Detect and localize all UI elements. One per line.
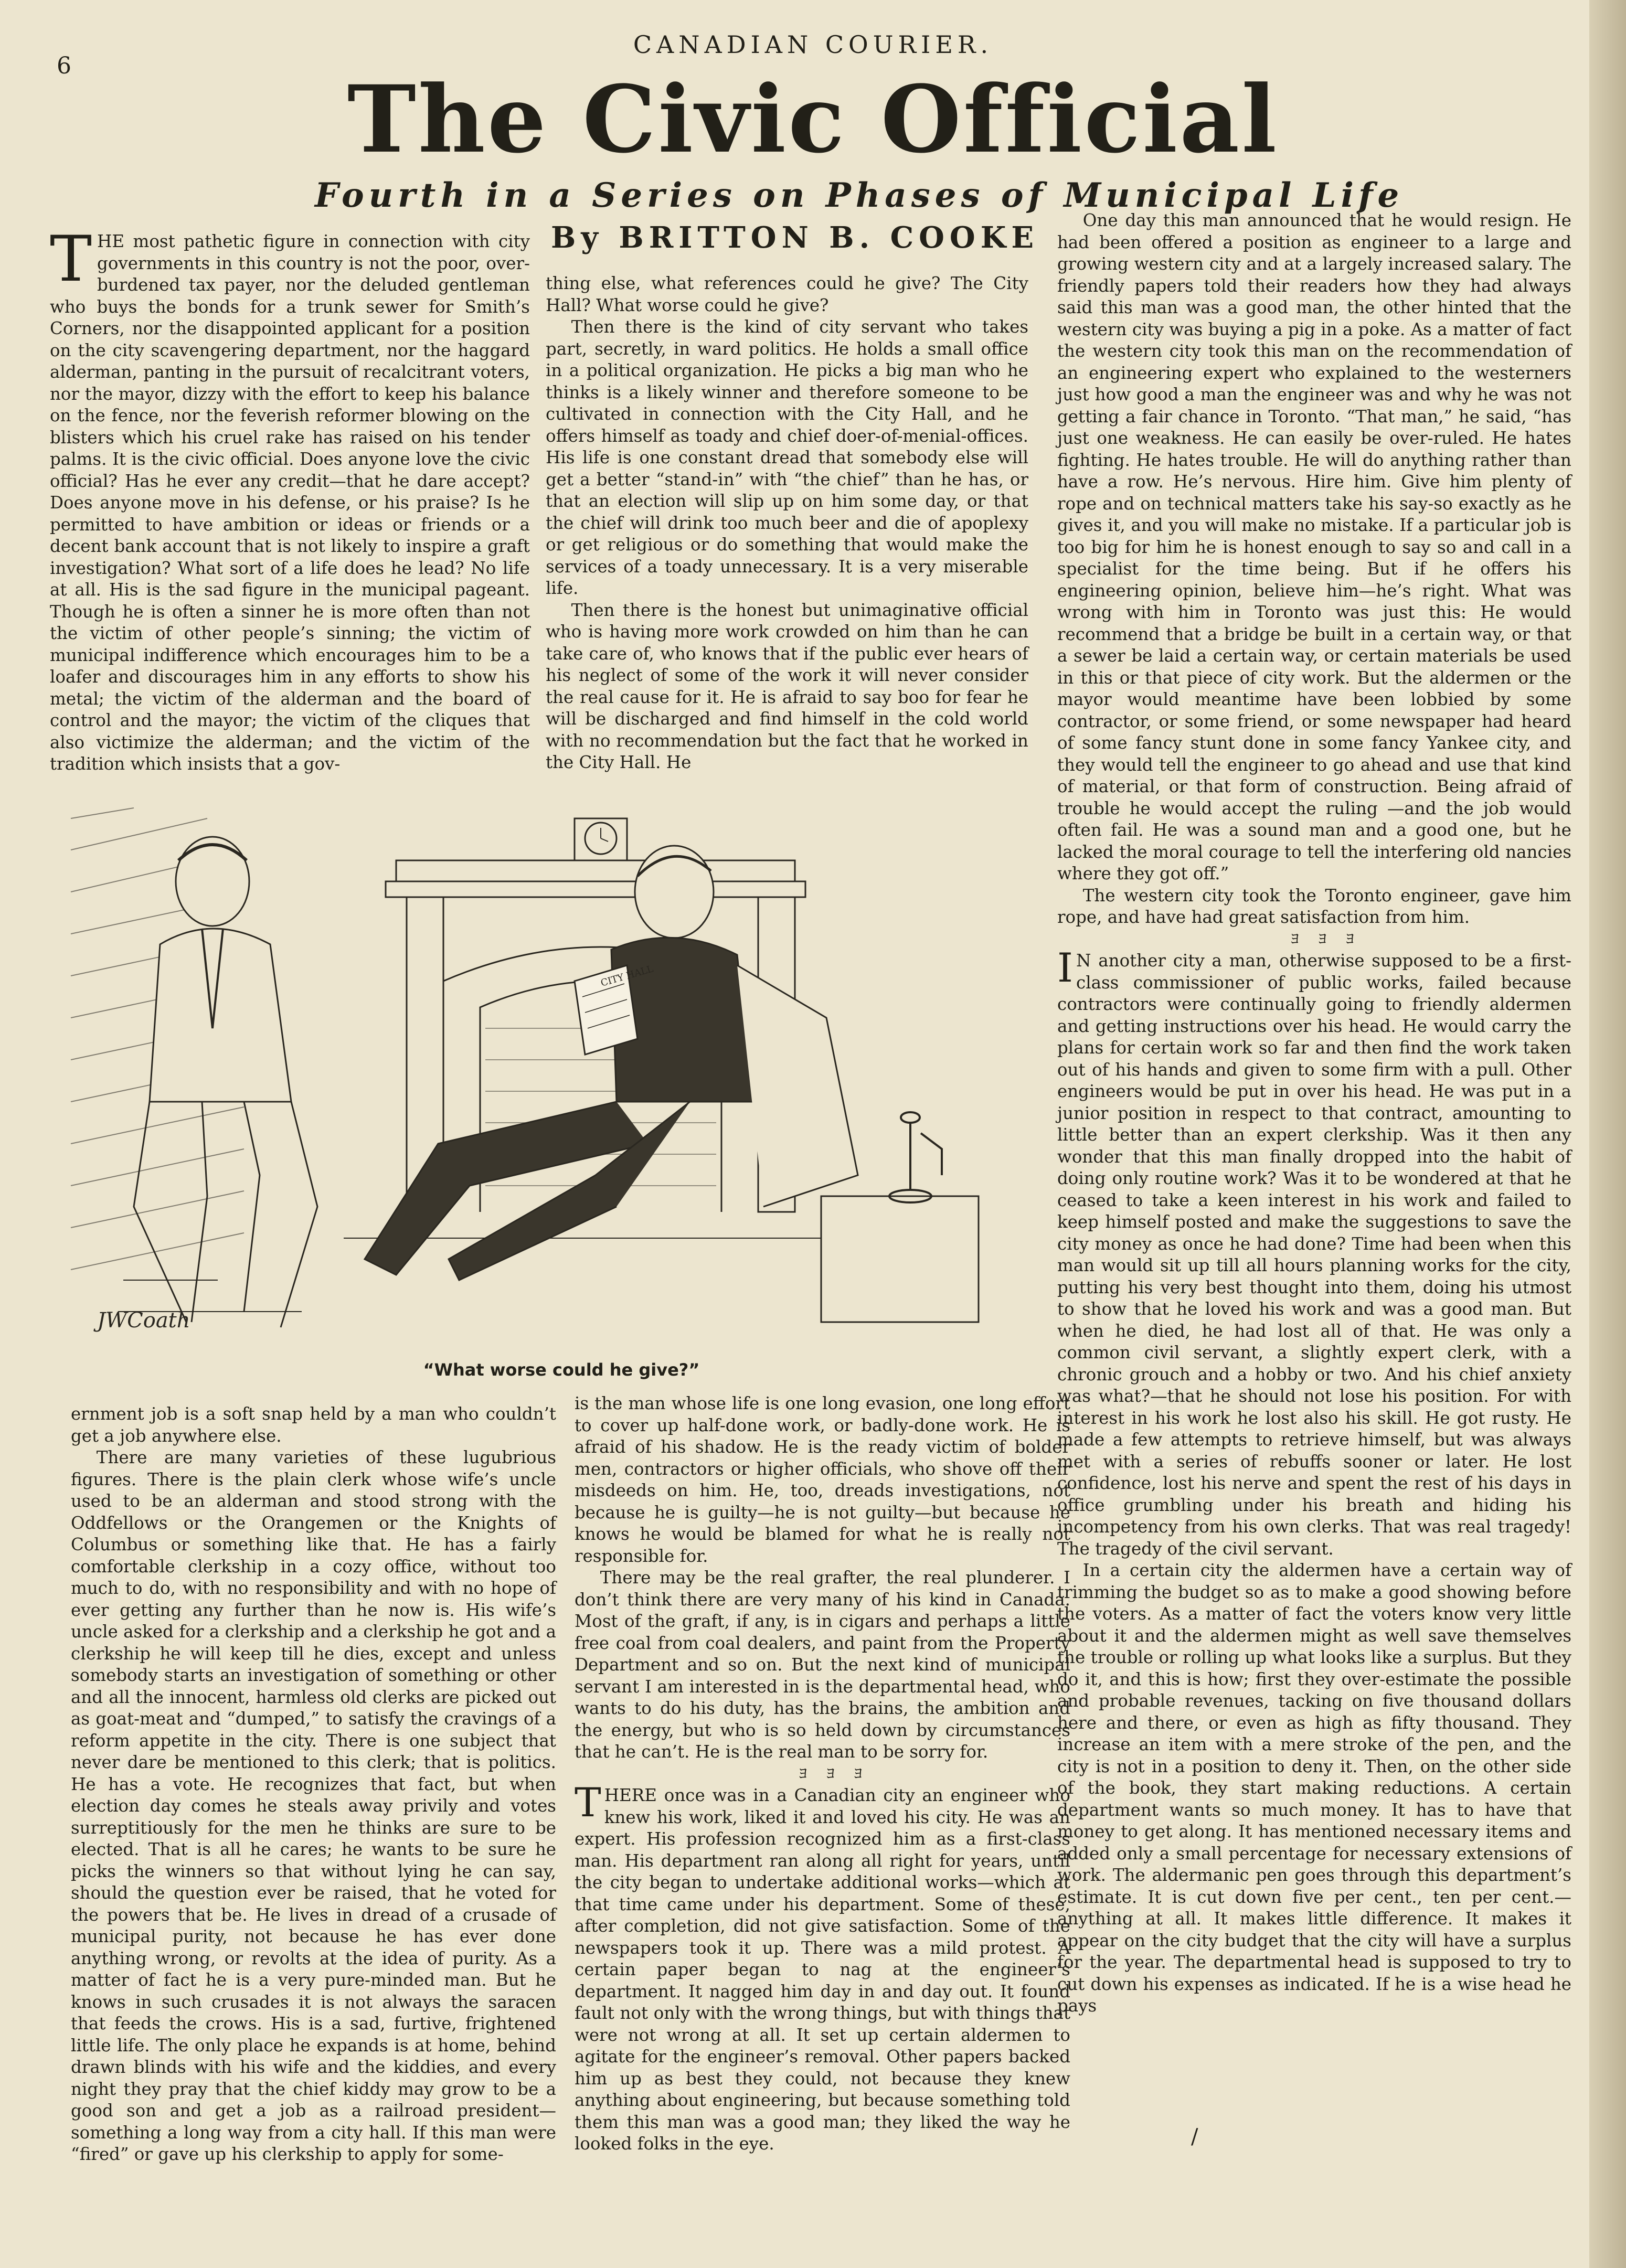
paragraph-text: is the man whose life is one long evasion, one long effort to cover up half-done work, or badly-done work. He is afraid of his shadow. He is the ready victim of bolder men, contractors or higher officials, who shove off their misdeeds on him. He, too, dreads investigations, not because he is guilty—he is not guilty—but because he knows he would be blamed for what he is really not responsible for. [575, 1393, 1070, 1566]
paragraph [71, 1403, 556, 1447]
paragraph-text: Then there is the kind of city servant who takes part, secretly, in ward politics. He holds a small office in a political organization. He picks a big man who he thinks is a likely winner and therefore someone to be cultivated in connection with the City Hall, and he offers himself as toady and chief doer-of-menial-offices. His life is one constant dread that somebody else will get a better “stand-in” with “the chief” than he has, or that an election will slip up on him some day, or that the chief will drink too much beer and die of apoplexy or get religious or do something that would make the services of a toady unnecessary. It is a very miserable life. [546, 317, 1028, 598]
illustration-caption: “What worse could he give?” [423, 1360, 700, 1380]
section-ornament: ﾖ ﾖ ﾖ [1291, 930, 1362, 949]
candlestick-telephone [889, 1112, 942, 1202]
paragraph [1057, 1560, 1571, 2017]
paragraph-text: There are many varieties of these lugubrious figures. There is the plain clerk whose wife’s uncle used to be an alderman and stood strong with the Oddfellows or the Orangemen or the Knights of Columbus or something like that. He has a fairly comfortable clerkship in a cozy office, without too much to do, with no responsibility and with no hope of ever getting any further than he now is. His wife’s uncle asked for a clerkship and a clerkship he got and a clerkship he will keep till he dies, except and unless somebody starts an investigation of something or other and all the innocent, harmless old clerks are picked out as goat-meat and “dumped,” to satisfy the cravings of a reform appetite in the city. There is one subject that never dare be mentioned to this clerk; that is politics. He has a vote. He recognizes that fact, but when election day comes he steals away privily and votes surreptitiously for the men he thinks are sure to be elected. That is all he cares; he wants to be sure he picks the winners so that without lying he can say, should the question ever be raised, that he voted for the powers that be. He lives in dread of a crusade of municipal purity, not because he has ever done anything wrong, or revolts at the idea of purity. As a matter of fact he is a very pure-minded man. But he knows in such crusades it is not always the saracen that feeds the crows. His is a sad, furtive, frightened little life. The only place he expands is at home, behind drawn blinds with his wife and the kiddies, and every night they pray that the chief kiddy may grow to be a good son and get a job as a railroad president—something a long way from a city hall. If this man were “fired” or gave up his clerkship to apply for some- [71, 1447, 556, 2164]
paragraph [575, 1779, 1070, 2155]
stray-mark: / [1191, 2125, 1198, 2149]
paragraph [71, 1447, 556, 2166]
paragraph-text: thing else, what references could he give? The City Hall? What worse could he give? [546, 273, 1028, 315]
paragraph [1057, 885, 1571, 929]
paragraph [575, 1567, 1070, 1763]
seated-man-right [365, 846, 979, 1322]
column-1-bottom [71, 1403, 556, 2164]
running-head: CANADIAN COURIER. [633, 30, 993, 59]
newspaper-text: CITY HALL [599, 963, 655, 989]
drop-cap: T [575, 1779, 601, 1826]
column-1-top [50, 223, 530, 795]
drop-cap: I [1057, 944, 1074, 991]
drop-cap: T [50, 223, 92, 296]
artist-signature: JWCoath [97, 1308, 190, 1333]
byline: By BRITTON B. COOKE [551, 220, 1039, 255]
column-3 [1057, 210, 1571, 2141]
paragraph-text: HE most pathetic figure in connection with city governments in this country is not the poor, over-burdened tax payer, nor the deluded gentleman who buys the bonds for a trunk sewer for Smith’s Corners, nor the disappointed applicant for a position on the city scavengering department, nor the haggard alderman, panting in the pursuit of recalcitrant voters, nor the mayor, dizzy with the effort to keep his balance on the fence, nor the feverish reformer blowing on the blisters which his cruel rake has raised on his tender palms. It is the civic official. Does anyone love the civic official? Has he ever any credit—that he dare accept? Does anyone move in his defense, or his praise? Is he permitted to have ambition or ideas or friends or a decent bank account that is not likely to inspire a graft investigation? What sort of a life does he lead? No life at all. His is the sad figure in the municipal pageant. Though he is often a sinner he is more often than not the victim of other people’s sinning; the victim of municipal indifference which encourages him to be a loafer and discourages him in any efforts to show his metal; the victim of the alderman and the board of control and the mayor; the victim of the cliques that also victimize the alderman; and the victim of the tradition which insists that a gov- [50, 231, 530, 774]
paragraph-text: N another city a man, otherwise supposed to be a first-class commissioner of public works, failed because contractors were continually going to friendly aldermen and getting instructions over his head. He would carry the plans for certain work so far and then find the work taken out of his hands and given to some firm with a pull. Other engineers would be put in over his head. He was put in a junior position in respect to that contract, amounting to little better than an expert clerkship. Was it then any wonder that this man finally dropped into the habit of doing only routine work? Was it to be wondered at that he ceased to take a keen interest in his work and failed to keep himself posted and make the suggestions to save the city money as once he had done? Time had been when this man would sit up till all hours planning works for the city, putting his very best thought into them, doing his utmost to show that he loved his work and was a good man. But when he died, he had lost all of that. He was only a common civil servant, a slightly expert clerk, with a chronic grouch and a hobby or two. And his chief anxiety was what?—that he should not lose his position. For with interest in his work he lost also his skill. He got rusty. He made a few attempts to retrieve himself, but was always met with a series of rebuffs sooner or later. He lost confidence, lost his nerve and spent the rest of his days in office grumbling under his breath and hiding his incompetency from his own clerks. That was real tragedy! The tragedy of the civil servant. [1057, 951, 1571, 1559]
paragraph-text: The western city took the Toronto engineer, gave him rope, and have had great satisfaction from him. [1057, 885, 1571, 927]
section-ornament: ﾖ ﾖ ﾖ [799, 1764, 870, 1783]
paragraph-text: ernment job is a soft snap held by a man who couldn’t get a job anywhere else. [71, 1404, 556, 1446]
paragraph [1057, 210, 1571, 885]
column-2-top [546, 273, 1028, 787]
paragraph-text: HERE once was in a Canadian city an engineer who knew his work, liked it and loved his city. He was an expert. His profession recognized him as a first-class man. His department ran along all right for years, until the city began to undertake additional works—which at that time came under his department. Some of these, after completion, did not give satisfaction. Some of the newspapers took it up. There was a mild protest. A certain paper began to nag at the engineer’s department. It nagged him day in and day out. It found fault not only with the wrong things, but with things that were not wrong at all. It set up certain aldermen to agitate for the engineer’s removal. Other papers backed him up as best they could, not because they knew anything about engineering, but because something told them this man was a good man; they liked the way he looked folks in the eye. [575, 1785, 1070, 2154]
article-title: The Civic Official [347, 65, 1279, 174]
paragraph-text: Then there is the honest but unimaginative official who is having more work crowded on him than he can take care of, who knows that if the public ever hears of his neglect of some of the work it will never consider the real cause for it. He is afraid to say boo for fear he will be discharged and find himself in the cold world with no recommendation but the fact that he worked in the City Hall. He [546, 600, 1028, 772]
paragraph [1057, 944, 1571, 1560]
page-edge [1589, 0, 1626, 2268]
paragraph-text: One day this man announced that he would resign. He had been offered a position as engineer to a large and growing western city and at a largely increased salary. The friendly papers told their readers how they had always said this man was a good man, the other hinted that the western city was buying a pig in a poke. As a matter of fact the western city took this man on the recommendation of an engineering expert who explained to the westerners just how good a man the engineer was and why he was not getting a fair chance in Toronto. “That man,” he said, “has just one weakness. He can easily be over-ruled. He hates fighting. He hates trouble. He will do anything rather than have a row. He’s nervous. Hire him. Give him plenty of rope and on technical matters take his say-so exactly as he gives it, and you will make no mistake. If a particular job is too big for him he is honest enough to say so and call in a specialist for the time being. But if he offers his engineering opinion, believe him—he’s right. What was wrong with him in Toronto was just this: He would recommend that a bridge be built in a certain way, or that a sewer be laid a certain way, or certain materials be used in this or that piece of city work. But the aldermen or the mayor would meantime have been lobbied by some contractor, or some friend, or some newspaper had heard of some fancy stunt done in some fancy Yankee city, and they would tell the engineer to go ahead and use that kind of material, or that form of construction. Being afraid of trouble he would accept the ruling —and the job would often fail. He was a sound man and a good one, but he lacked the moral courage to tell the interfering old nancies where they got off.” [1057, 210, 1571, 883]
column-2-bottom [575, 1393, 1070, 2154]
paragraph [50, 223, 530, 775]
paragraph-text: There may be the real grafter, the real plunderer. I don’t think there are very many of his kind in Canada. Most of the graft, if any, is in cigars and perhaps a little free coal from coal dealers, and paint from the Property Department and so on. But the next kind of municipal servant I am interested in is the departmental head, who wants to do his duty, has the brains, the ambition and the energy, but who is so held down by circumstances that he can’t. He is the real man to be sorry for. [575, 1568, 1070, 1762]
mantel-clock [575, 818, 627, 860]
illustration [71, 808, 1052, 1335]
paragraph [575, 1393, 1070, 1567]
paragraph [546, 316, 1028, 600]
page-number: 6 [57, 52, 71, 79]
paragraph [546, 600, 1028, 774]
paragraph [546, 273, 1028, 316]
paragraph-text: In a certain city the aldermen have a certain way of trimming the budget so as to make a good showing before the voters. As a matter of fact the voters know very little about it and the aldermen might as well save themselves the trouble or rolling up what looks like a surplus. But they do it, and this is how; first they over-estimate the possible and probable revenues, tacking on five thousand dollars here and there, or even as high as fifty thousand. They increase an item with a mere stroke of the pen, and the city is not in a position to deny it. Then, on the other side of the book, they start making reductions. A certain department wants so much money. It has to have that money to get along. It has mentioned necessary items and added only a small percentage for necessary extensions of work. The aldermanic pen goes through this department’s estimate. It is cut down five per cent., ten per cent.—anything at all. It makes little difference. It makes it appear on the city budget that the city will have a surplus for the year. The departmental head is supposed to try to cut down his expenses as indicated. If he is a wise head he pays [1057, 1560, 1571, 2016]
article-subtitle: Fourth in a Series on Phases of Municipal Life [315, 176, 1404, 215]
